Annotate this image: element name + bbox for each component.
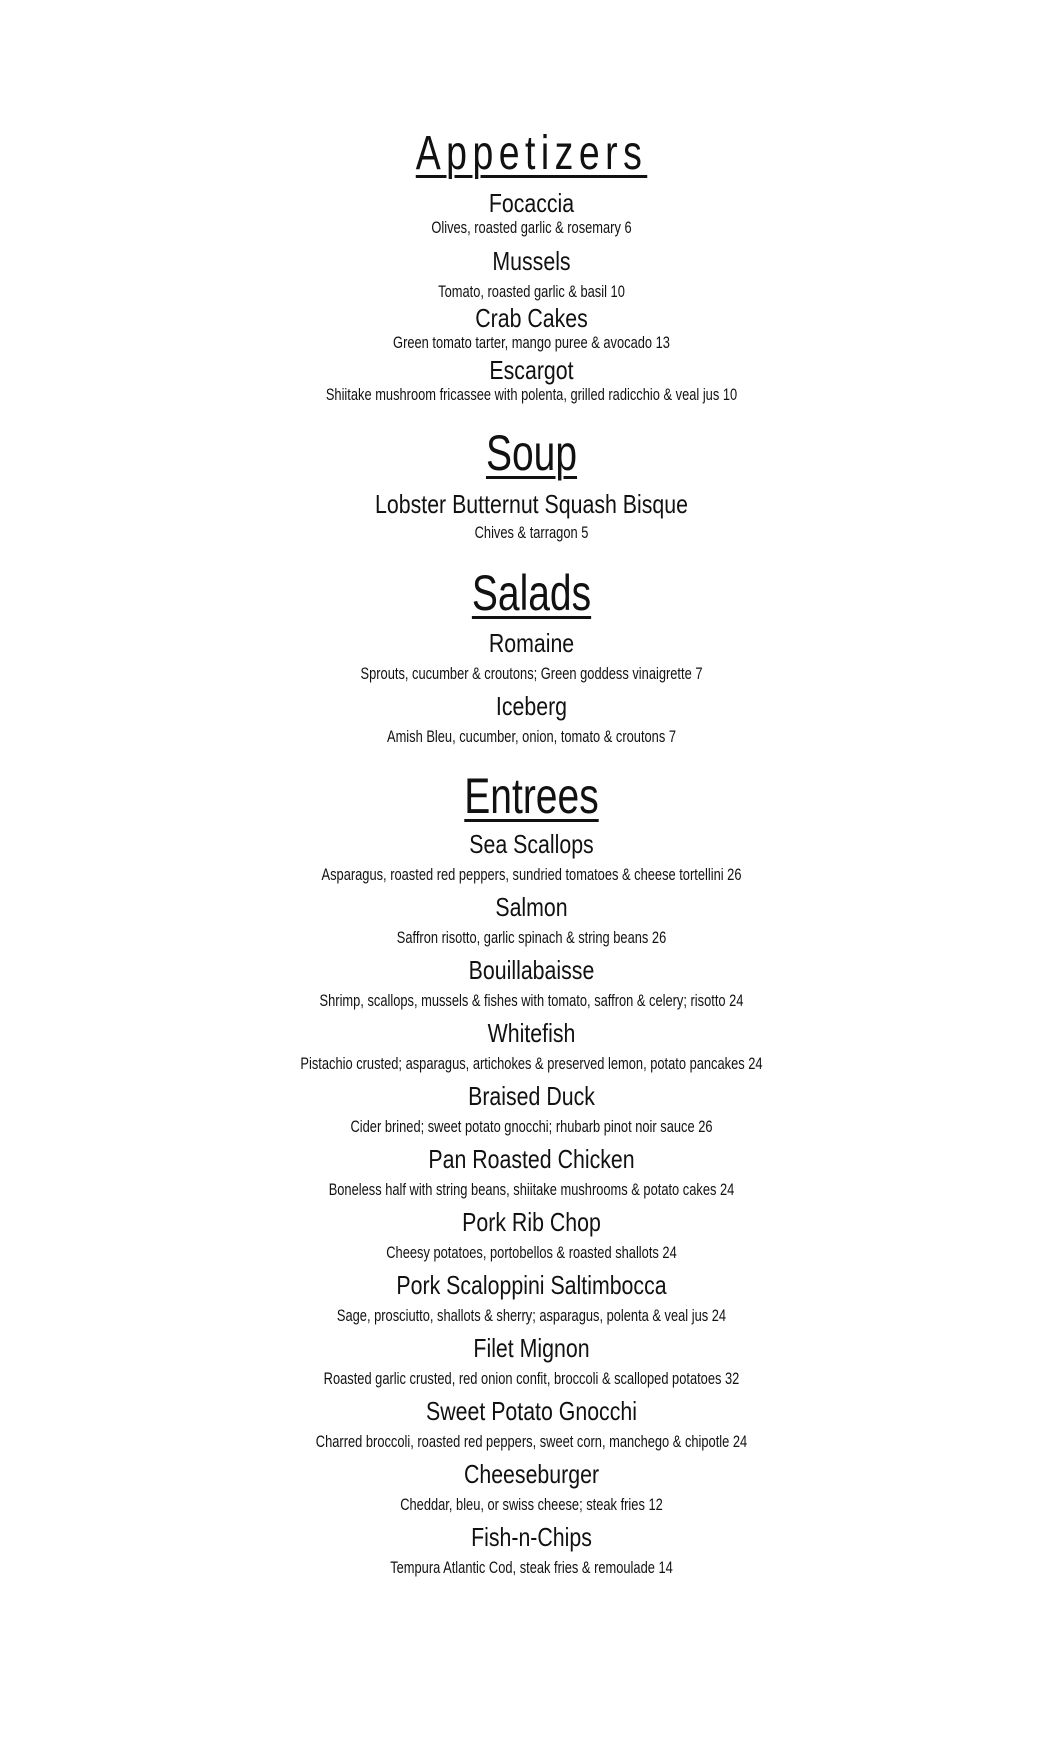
item-name: Cheeseburger bbox=[463, 1459, 600, 1489]
menu-item bbox=[0, 1144, 1063, 1200]
item-description: Sprouts, cucumber & croutons; Green goddess vinaigrette 7 bbox=[360, 665, 703, 683]
item-description: Saffron risotto, garlic spinach & string beans 26 bbox=[396, 929, 667, 947]
menu-item bbox=[0, 955, 1063, 1011]
item-description: Olives, roasted garlic & rosemary 6 bbox=[431, 219, 632, 237]
item-name: Salmon bbox=[495, 892, 568, 922]
section-salads bbox=[0, 565, 1063, 621]
menu-item bbox=[0, 1270, 1063, 1326]
section-soup bbox=[0, 425, 1063, 481]
item-name: Pork Scaloppini Saltimbocca bbox=[396, 1270, 667, 1300]
menu-item bbox=[0, 1018, 1063, 1074]
item-description: Pistachio crusted; asparagus, artichokes & preserved lemon, potato pancakes 24 bbox=[300, 1055, 763, 1073]
item-description: Chives & tarragon 5 bbox=[474, 524, 589, 542]
menu-item bbox=[0, 355, 1063, 405]
menu-item bbox=[0, 188, 1063, 238]
section-appetizers bbox=[0, 127, 1063, 180]
menu-item bbox=[0, 691, 1063, 747]
item-name: Braised Duck bbox=[468, 1081, 595, 1111]
item-name: Escargot bbox=[489, 355, 574, 385]
menu-item bbox=[0, 246, 1063, 302]
menu-item bbox=[0, 1081, 1063, 1137]
menu-item bbox=[0, 892, 1063, 948]
menu-item bbox=[0, 1459, 1063, 1515]
section-title-appetizers: Appetizers bbox=[415, 127, 648, 180]
menu-item bbox=[0, 1207, 1063, 1263]
item-name: Whitefish bbox=[487, 1018, 576, 1048]
item-description: Cider brined; sweet potato gnocchi; rhubarb pinot noir sauce 26 bbox=[350, 1118, 713, 1136]
item-name: Romaine bbox=[488, 628, 575, 658]
item-name: Filet Mignon bbox=[473, 1333, 590, 1363]
item-description: Cheesy potatoes, portobellos & roasted shallots 24 bbox=[386, 1244, 677, 1262]
menu-item bbox=[0, 1396, 1063, 1452]
menu-item bbox=[0, 489, 1063, 543]
item-description: Boneless half with string beans, shiitake mushrooms & potato cakes 24 bbox=[328, 1181, 735, 1199]
menu-item bbox=[0, 829, 1063, 885]
item-name: Pork Rib Chop bbox=[462, 1207, 601, 1237]
item-name: Mussels bbox=[492, 246, 571, 276]
item-description: Shiitake mushroom fricassee with polenta, grilled radicchio & veal jus 10 bbox=[325, 386, 738, 404]
item-description: Roasted garlic crusted, red onion confit, broccoli & scalloped potatoes 32 bbox=[323, 1370, 740, 1388]
menu-item bbox=[0, 1522, 1063, 1578]
section-title-salads: Salads bbox=[471, 565, 592, 621]
item-description: Tomato, roasted garlic & basil 10 bbox=[438, 283, 625, 301]
item-name: Focaccia bbox=[488, 188, 575, 218]
item-name: Fish-n-Chips bbox=[471, 1522, 592, 1552]
item-name: Lobster Butternut Squash Bisque bbox=[375, 489, 688, 519]
item-description: Amish Bleu, cucumber, onion, tomato & croutons 7 bbox=[386, 728, 677, 746]
item-description: Shrimp, scallops, mussels & fishes with tomato, saffron & celery; risotto 24 bbox=[319, 992, 744, 1010]
item-name: Sea Scallops bbox=[469, 829, 594, 859]
item-description: Asparagus, roasted red peppers, sundried tomatoes & cheese tortellini 26 bbox=[321, 866, 742, 884]
section-title-entrees: Entrees bbox=[464, 768, 599, 824]
item-description: Cheddar, bleu, or swiss cheese; steak fries 12 bbox=[400, 1496, 663, 1514]
item-name: Iceberg bbox=[495, 691, 568, 721]
menu-item bbox=[0, 303, 1063, 353]
menu-item bbox=[0, 1333, 1063, 1389]
item-name: Pan Roasted Chicken bbox=[428, 1144, 635, 1174]
item-description: Tempura Atlantic Cod, steak fries & remoulade 14 bbox=[390, 1559, 673, 1577]
item-name: Sweet Potato Gnocchi bbox=[426, 1396, 637, 1426]
section-entrees bbox=[0, 768, 1063, 824]
item-name: Bouillabaisse bbox=[468, 955, 595, 985]
item-description: Charred broccoli, roasted red peppers, sweet corn, manchego & chipotle 24 bbox=[315, 1433, 748, 1451]
section-title-soup: Soup bbox=[485, 425, 578, 481]
menu-item bbox=[0, 628, 1063, 684]
item-name: Crab Cakes bbox=[475, 303, 588, 333]
item-description: Sage, prosciutto, shallots & sherry; asparagus, polenta & veal jus 24 bbox=[336, 1307, 727, 1325]
item-description: Green tomato tarter, mango puree & avocado 13 bbox=[393, 334, 670, 352]
